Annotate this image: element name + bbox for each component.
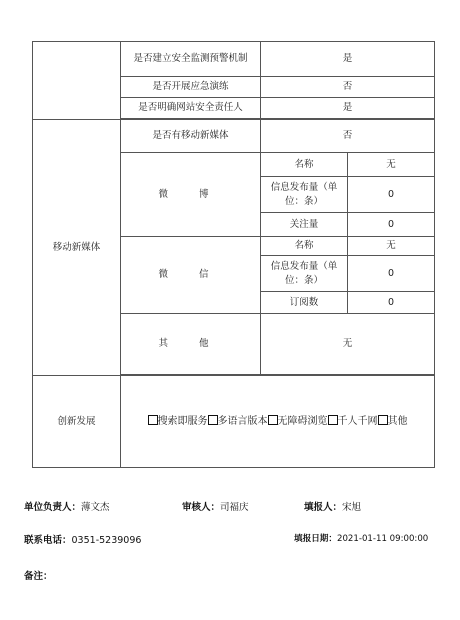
note [24,568,53,582]
reviewer-value: 司福庆 [220,502,249,513]
date-value: 2021-01-11 09:00:00 [336,534,429,544]
innovation-label: 创新发展 [33,376,121,468]
date-label: 填报日期： [294,534,337,544]
option-label: 千人千网 [337,415,378,427]
option-label: 搜索即服务 [157,415,208,427]
other-value: 无 [261,314,435,375]
option-accessibility[interactable] [268,416,328,427]
reporter-value: 宋旭 [342,502,362,513]
weibo-label: 微 博 [121,153,261,237]
responsible-value: 是 [261,98,435,119]
drill-label: 是否开展应急演练 [121,77,261,98]
blank-section-cell [33,42,121,120]
option-search-service[interactable] [148,416,208,427]
weixin-name-label: 名称 [261,237,348,256]
option-multilingual[interactable] [208,416,268,427]
mobile-has-label: 是否有移动新媒体 [121,120,261,153]
weibo-followers-value: 0 [348,213,435,237]
unit-head-value: 薄文杰 [81,502,110,513]
option-label: 其他 [387,415,408,427]
phone [24,532,141,546]
option-personalized[interactable] [328,416,378,427]
checkbox-icon[interactable] [268,415,278,425]
responsible-label: 是否明确网站安全责任人 [121,98,261,119]
checkbox-icon[interactable] [378,415,388,425]
weibo-followers-label: 关注量 [261,213,348,237]
weibo-name-value: 无 [348,153,435,177]
unit-head-label: 单位负责人： [24,502,82,513]
reporter [304,499,361,513]
option-label: 多语言版本 [217,415,268,427]
reviewer [182,499,249,513]
mobile-section-label: 移动新媒体 [33,120,121,376]
weibo-posts-label: 信息发布量（单位：条） [261,177,348,213]
phone-label: 联系电话： [24,535,72,546]
mobile-has-value: 否 [261,120,435,153]
innovation-options [121,376,435,468]
option-label: 无障碍浏览 [277,415,328,427]
other-label: 其 他 [121,314,261,375]
checkbox-icon[interactable] [148,415,158,425]
weixin-name-value: 无 [348,237,435,256]
report-table [32,41,435,468]
monitoring-value: 是 [261,42,435,77]
weixin-posts-value: 0 [348,256,435,292]
weibo-name-label: 名称 [261,153,348,177]
drill-value: 否 [261,77,435,98]
weixin-label: 微 信 [121,237,261,314]
unit-head [24,499,110,513]
weixin-subscribers-label: 订阅数 [261,292,348,314]
option-other[interactable] [378,416,408,427]
checkbox-icon[interactable] [208,415,218,425]
reporter-label: 填报人： [304,502,343,513]
phone-value: 0351-5239096 [71,535,142,546]
monitoring-label: 是否建立安全监测预警机制 [121,42,261,77]
weibo-posts-value: 0 [348,177,435,213]
note-label: 备注： [24,571,53,582]
weixin-subscribers-value: 0 [348,292,435,314]
reviewer-label: 审核人： [182,502,221,513]
weixin-posts-label: 信息发布量（单位：条） [261,256,348,292]
report-date [294,532,428,544]
checkbox-icon[interactable] [328,415,338,425]
